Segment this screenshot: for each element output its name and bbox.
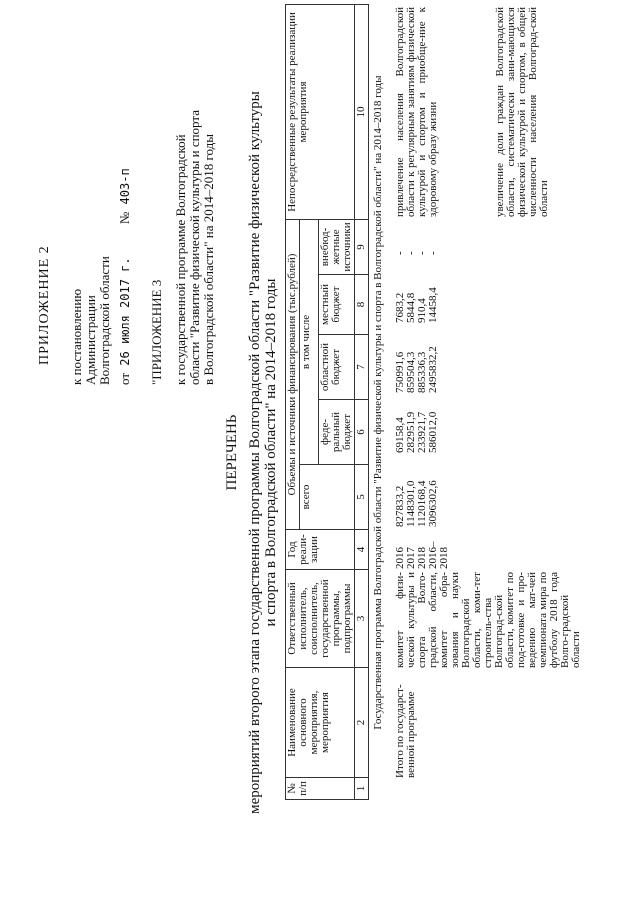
appendix3-line1: к государственной программе Волгоградской [173, 134, 188, 385]
years-column [395, 529, 450, 569]
col-header-including: в том числе [300, 219, 319, 464]
col-number: 2 [355, 668, 369, 778]
federal-value: 282951,9 [405, 411, 417, 453]
regional-value: 750991,6 [394, 351, 406, 393]
year: 2018 [416, 547, 428, 569]
appendix-line1: к постановлению [69, 288, 84, 385]
col-number: 1 [355, 778, 369, 800]
col-number: 8 [355, 275, 369, 335]
order-no-prefix: № [117, 211, 132, 225]
col-number: 9 [355, 219, 369, 274]
col-header-extrabudget: внебюд-жетные источники [319, 219, 355, 274]
heading-line1: мероприятий второго этапа государственной программы Волгоградской области "Развитие физической культуры [247, 91, 263, 814]
extrabudget-value: - [405, 251, 417, 255]
col-number: 4 [355, 530, 369, 570]
section-title: Государственная программа Волгоградской области "Развитие физической культуры и спорта в Волгоградской области" на 2014–2018 годы [372, 75, 384, 730]
col-header-total: всего [300, 465, 355, 530]
col-number: 6 [355, 400, 369, 465]
col-number: 7 [355, 335, 369, 400]
extrabudget-value: - [394, 251, 406, 255]
appendix3-line3: в Волгоградской области" на 2014–2018 годы [201, 134, 216, 385]
federal-value: 69158,4 [394, 417, 406, 453]
local-value: 7683,2 [394, 292, 406, 323]
local-value: 14458,4 [427, 287, 439, 323]
local-column [395, 268, 439, 323]
col-number: 3 [355, 570, 369, 668]
year: 2016–2018 [427, 541, 450, 569]
year: 2017 [405, 547, 417, 569]
col-header-local: местный бюджет [319, 275, 355, 335]
federal-value: 586012,0 [427, 411, 439, 453]
year: 2016 [394, 547, 406, 569]
col-header-no: № п/п [286, 778, 355, 800]
date-prefix: от [117, 372, 132, 385]
order-no-value: 403-п [118, 168, 132, 205]
col-number: 5 [355, 465, 369, 530]
total-value: 1120168,4 [416, 480, 428, 527]
total-row-name: Итого по государст-венной программе [394, 684, 417, 778]
federal-column [395, 393, 439, 453]
col-header-year: Год реали-зации [286, 530, 355, 570]
total-value: 827833,2 [394, 485, 406, 527]
col-header-funding: Объемы и источники финансирования (тыс.рублей) [286, 219, 300, 529]
extrabudget-value: - [416, 251, 428, 255]
local-value: 5844,8 [405, 292, 417, 323]
regional-value: 859504,3 [405, 351, 417, 393]
appendix3-title: "ПРИЛОЖЕНИЕ 3 [149, 279, 164, 385]
regional-value: 2495832,2 [427, 346, 439, 393]
appendix-date [118, 168, 132, 385]
col-header-result: Непосредственные результаты реализации мероприятия [286, 4, 355, 219]
federal-value: 233921,7 [416, 411, 428, 453]
col-header-executor: Ответственный исполнитель, соисполнитель, государственной программы, подпрограммы [286, 570, 355, 668]
extrabudget-column [395, 235, 439, 255]
date-value: 26 июля 2017 г. [118, 257, 132, 366]
total-column [395, 463, 439, 527]
appendix3-line2: области "Развитие физической культуры и спорта [187, 110, 202, 385]
appendix-line3: Волгоградской области [97, 256, 112, 385]
heading-line2: и спорта в Волгоградской области" на 2014–2018 годы [263, 278, 279, 627]
appendix-line2: Администрации [83, 295, 98, 385]
col-number: 10 [355, 4, 369, 219]
funding-table [285, 4, 369, 800]
result-text-2: увеличение доли граждан Волгоградской области, систематически зани-мающихся физической культурой и спортом, в общей численности населения Волгоград-ской области [494, 7, 550, 217]
col-header-name: Наименование основного мероприятия, мероприятия [286, 668, 355, 778]
col-header-regional: областной бюджет [319, 335, 355, 400]
local-value: 910,4 [416, 298, 428, 323]
extrabudget-value: - [427, 251, 439, 255]
total-value: 3096302,6 [427, 480, 439, 527]
regional-column [395, 331, 439, 393]
result-text-1: привлечение населения Волгоградской области к регулярным занятиям физической культурой и спортом и приобще-ние к здоровому образу жизни [394, 7, 439, 217]
appendix-title: ПРИЛОЖЕНИЕ 2 [37, 245, 52, 365]
total-row-executors: комитет физи-ческой культуры и спорта Волго-градской области, комитет обра-зования и науки Волгоградской области, коми-тет строитель-ства Волгоград-ской области, комитет по под-готовке и про-ведению мат-чей чемпионата мира по футболу 2018 года Волго-градской области [394, 572, 582, 668]
document-heading: ПЕРЕЧЕНЬ [224, 414, 240, 491]
regional-value: 885336,3 [416, 351, 428, 393]
total-value: 1148301,0 [405, 480, 417, 527]
col-header-federal: феде-ральный бюджет [319, 400, 355, 465]
